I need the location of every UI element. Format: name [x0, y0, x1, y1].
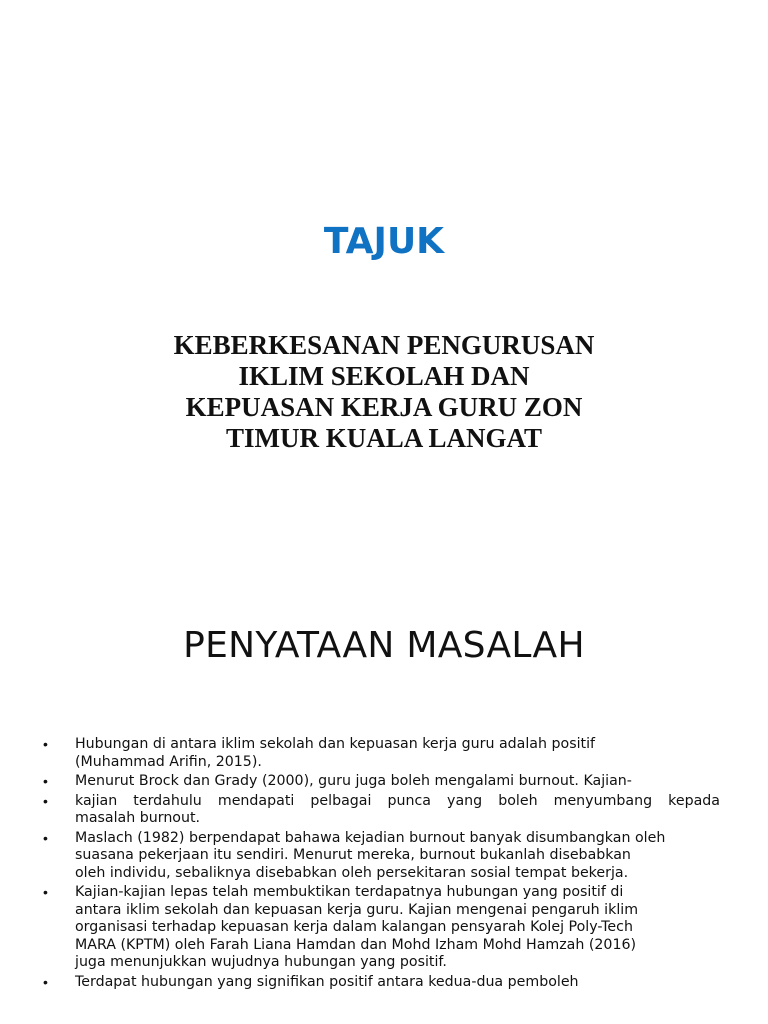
bullet-text-line: kajian terdahulu mendapati pelbagai punca yang boleh menyumbang kepada [75, 792, 720, 809]
bullet-item [0, 884, 720, 972]
thesis-title-line: KEBERKESANAN PENGURUSAN [173, 330, 595, 360]
bullet-item [0, 793, 720, 828]
bullet-text-line: juga menunjukkan wujudnya hubungan yang positif. [75, 954, 447, 970]
thesis-title-line: IKLIM SEKOLAH DAN [238, 361, 530, 391]
bullet-item [0, 736, 720, 771]
bullet-text-line: oleh individu, sebaliknya disebabkan oleh persekitaran sosial tempat bekerja. [75, 864, 629, 881]
bullet-text-line: Menurut Brock dan Grady (2000), guru juga boleh mengalami burnout. Kajian- [75, 773, 632, 789]
bullet-text-line: antara iklim sekolah dan kepuasan kerja guru. Kajian mengenai pengaruh iklim [75, 901, 639, 918]
problem-statement-slide [0, 560, 768, 1024]
bullet-icon: • [43, 773, 48, 789]
bullet-text-line: Maslach (1982) berpendapat bahawa kejadian burnout banyak disumbangkan oleh [75, 829, 666, 846]
thesis-title-line: KEPUASAN KERJA GURU ZON [185, 392, 583, 422]
bullet-icon: • [43, 973, 48, 990]
bullet-text-line: (Muhammad Arifin, 2015). [75, 753, 262, 770]
thesis-title-line: TIMUR KUALA LANGAT [225, 423, 543, 453]
tajuk-heading: TAJUK [323, 221, 445, 262]
bullet-item [0, 830, 720, 883]
penyataan-masalah-heading: PENYATAAN MASALAH [183, 625, 585, 666]
bullet-item [0, 974, 720, 992]
bullet-text-line: organisasi terhadap kepuasan kerja dalam kalangan pensyarah Kolej Poly-Tech [75, 919, 633, 935]
bullet-list [0, 736, 768, 993]
bullet-text-line: Kajian-kajian lepas telah membuktikan terdapatnya hubungan yang positif di [75, 884, 624, 900]
bullet-icon: • [43, 829, 48, 846]
bullet-item [0, 773, 720, 791]
bullet-icon: • [43, 736, 48, 752]
bullet-text-line: Terdapat hubungan yang signifikan positif antara kedua-dua pemboleh [75, 973, 579, 990]
thesis-title [84, 330, 684, 454]
bullet-icon: • [43, 884, 48, 900]
bullet-text-line: suasana pekerjaan itu sendiri. Menurut mereka, burnout bukanlah disebabkan [75, 847, 631, 863]
bullet-text-line: MARA (KPTM) oleh Farah Liana Hamdan dan Mohd Izham Mohd Hamzah (2016) [75, 936, 637, 953]
bullet-text-line: masalah burnout. [75, 810, 201, 826]
bullet-text-line: Hubungan di antara iklim sekolah dan kepuasan kerja guru adalah positif [75, 736, 596, 752]
bullet-icon: • [43, 792, 48, 809]
